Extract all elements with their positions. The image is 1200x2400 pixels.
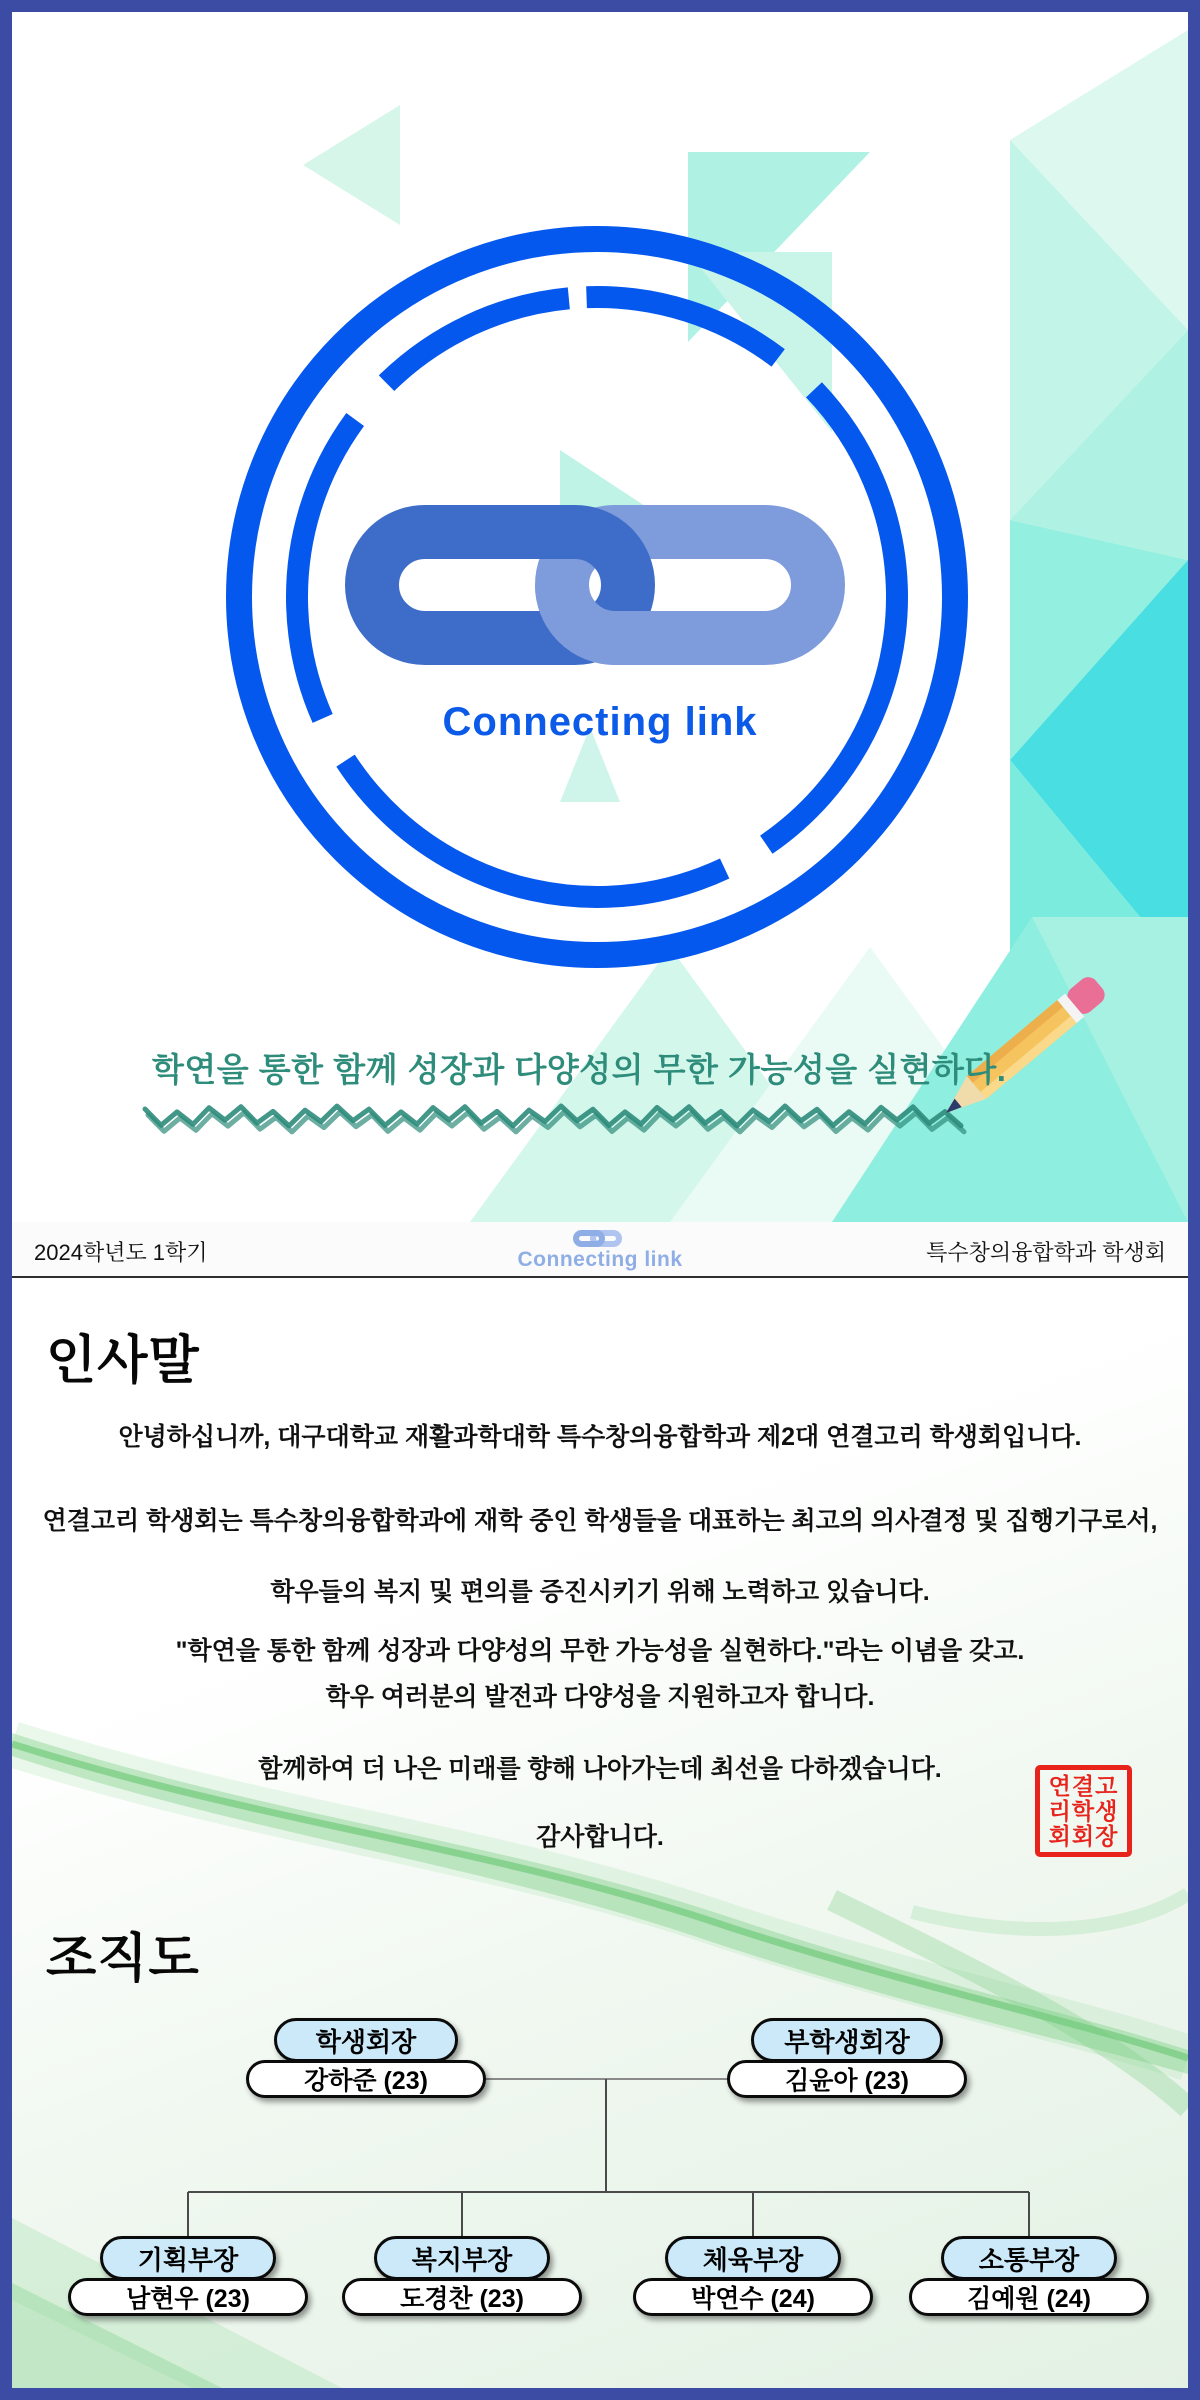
main-section xyxy=(12,1278,1188,2388)
hero-tagline: 학연을 통한 함께 성장과 다양성의 무한 가능성을 실현하다. xyxy=(152,1051,1007,1088)
org-name-sports: 박연수 (24) xyxy=(633,2278,873,2316)
org-name-communication: 김예원 (24) xyxy=(909,2278,1149,2316)
greeting-paragraph: 학우들의 복지 및 편의를 증진시키기 위해 노력하고 있습니다. xyxy=(270,1578,930,1606)
org-title-president: 학생회장 xyxy=(274,2018,458,2062)
stamp-row: 연결고 xyxy=(1048,1772,1119,1799)
org-name-welfare: 도경찬 (23) xyxy=(342,2278,582,2316)
org-name-president: 강하준 (23) xyxy=(246,2060,486,2098)
org-name-planning: 남현우 (23) xyxy=(68,2278,308,2316)
stamp-row: 리학생 xyxy=(1048,1797,1119,1824)
chain-link-mini-icon xyxy=(568,1228,632,1248)
org-title-vice-president: 부학생회장 xyxy=(751,2018,943,2062)
hero-decor-and-logo-icon xyxy=(12,12,1188,1222)
hero-section xyxy=(12,12,1188,1222)
orgchart-heading: 조직도 xyxy=(46,1930,200,1988)
org-title-sports: 체육부장 xyxy=(665,2236,841,2280)
header-band xyxy=(12,1222,1188,1278)
logo-wordmark: Connecting link xyxy=(442,700,758,744)
greeting-quote-line1: "학연을 통한 함께 성장과 다양성의 무한 가능성을 실현하다."라는 이념을 갖고. xyxy=(175,1637,1025,1665)
greeting-heading: 인사말 xyxy=(46,1332,200,1390)
greeting-paragraph: 안녕하십니까, 대구대학교 재활과학대학 특수창의융합학과 제2대 연결고리 학생회입니다. xyxy=(118,1423,1082,1451)
greeting-closing: 감사합니다. xyxy=(536,1823,664,1851)
org-name-vice-president: 김윤아 (23) xyxy=(727,2060,967,2098)
org-title-communication: 소통부장 xyxy=(941,2236,1117,2280)
greeting-paragraph: 함께하여 더 나은 미래를 향해 나아가는데 최선을 다하겠습니다. xyxy=(258,1755,942,1783)
header-semester: 2024학년도 1학기 xyxy=(34,1240,208,1265)
org-title-planning: 기획부장 xyxy=(100,2236,276,2280)
greeting-quote-line2: 학우 여러분의 발전과 다양성을 지원하고자 합니다. xyxy=(325,1683,875,1711)
greeting-paragraph: 연결고리 학생회는 특수창의융합학과에 재학 중인 학생들을 대표하는 최고의 의사결정 및 집행기구로서, xyxy=(42,1507,1158,1535)
orgchart-connectors xyxy=(12,1278,1188,2388)
header-org-name: 특수창의융합학과 학생회 xyxy=(926,1240,1166,1265)
org-title-welfare: 복지부장 xyxy=(374,2236,550,2280)
chain-link-icon xyxy=(372,532,818,638)
stamp-row: 회회장 xyxy=(1048,1822,1119,1849)
header-logo-wordmark: Connecting link xyxy=(517,1248,683,1271)
